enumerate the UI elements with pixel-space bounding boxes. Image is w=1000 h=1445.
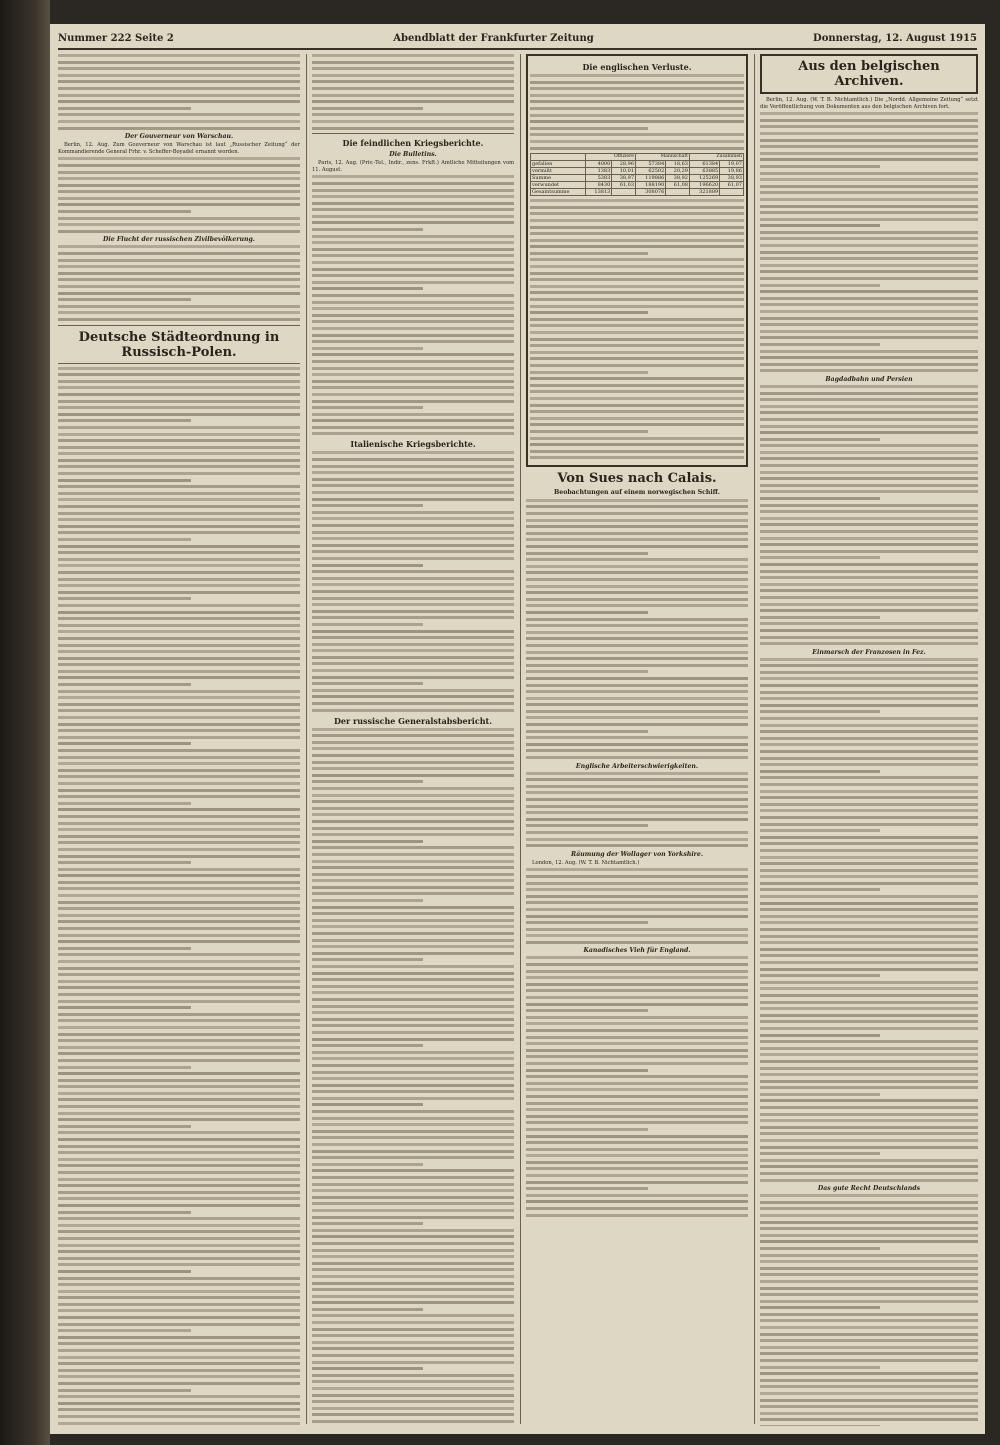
table-cell: 38,97 (612, 175, 636, 182)
table-cell: 38,93 (720, 175, 744, 182)
column-3 (526, 54, 748, 1426)
table-cell: 62502 (636, 168, 666, 175)
table-cell: 19,86 (720, 168, 744, 175)
body-text (760, 1194, 978, 1426)
table-cell: 1383 (586, 168, 612, 175)
headline-canadian-cattle: Kanadisches Vieh für England. (583, 947, 691, 955)
table-cell: 20,29 (666, 168, 690, 175)
table-row (531, 175, 744, 182)
masthead (58, 28, 977, 50)
headline-suez-calais: Von Sues nach Calais. (557, 470, 717, 486)
losses-table (530, 153, 744, 196)
body-text (58, 1158, 300, 1418)
headline-good-right: Das gute Recht Deutschlands (817, 1185, 921, 1193)
table-cell: 18,63 (666, 161, 690, 168)
table-cell (666, 189, 690, 196)
body-text (530, 199, 744, 459)
body-text (760, 112, 978, 372)
news-snippet: Berlin, 12. Aug. (W. T. B. Nichtamtlich.) Die „Nordd. Allgemeine Zeitung“ setzt die Veröffentlichung von Dokumenten aus den belgischen Archiven fort. (760, 97, 978, 110)
table-cell: 61384 (689, 161, 719, 168)
body-text (58, 367, 300, 627)
table-cell: 321889 (689, 189, 719, 196)
body-text (312, 728, 514, 988)
table-cell: 125269 (689, 175, 719, 182)
body-text (58, 245, 300, 321)
table-cell: 4000 (586, 161, 612, 168)
table-cell: 19,07 (720, 161, 744, 168)
headline-fez: Einmarsch der Franzosen in Fez. (812, 648, 926, 656)
column-rule (520, 54, 521, 1424)
headline-bulletins: Die Bulletins. (389, 151, 437, 159)
body-text (312, 175, 514, 435)
table-cell: 119886 (636, 175, 666, 182)
headline-italian-reports: Italienische Kriegsberichte. (350, 439, 476, 450)
table-cell: 28,96 (612, 161, 636, 168)
body-text (58, 630, 300, 890)
table-cell: Gesamtsumme (531, 189, 586, 196)
table-cell: vermißt (531, 168, 586, 175)
table-cell: 188190 (636, 182, 666, 189)
news-snippet: Paris, 12. Aug. (Priv.-Tel., Indir., zens. Frkft.) Amtliche Mitteilungen vom 11. August. (312, 160, 514, 173)
body-text (760, 385, 978, 645)
headline-governor: Der Gouverneur von Warschau. (124, 133, 234, 141)
body-text (526, 956, 748, 1216)
column-2 (312, 54, 514, 1426)
table-cell: gefallen (531, 161, 586, 168)
table-cell (612, 189, 636, 196)
body-text (530, 74, 744, 150)
body-text (58, 157, 300, 233)
table-cell: 13813 (586, 189, 612, 196)
table-cell: 57384 (636, 161, 666, 168)
table-cell: verwundet (531, 182, 586, 189)
body-text (312, 1255, 514, 1426)
book-binding-shadow (0, 0, 50, 1445)
table-cell (720, 189, 744, 196)
table-cell: 38,92 (666, 175, 690, 182)
body-text (58, 894, 300, 1154)
body-text (312, 991, 514, 1251)
table-cell: 5383 (586, 175, 612, 182)
table-header-cell (531, 154, 586, 161)
headline-city-ordinance: Deutsche Städteordnung in Russisch-Polen. (78, 329, 280, 360)
table-cell: 8430 (586, 182, 612, 189)
headline-bagdad: Bagdadbahn und Persien (825, 375, 913, 383)
issue-number: Nummer 222 Seite 2 (58, 32, 174, 44)
table-row (531, 182, 744, 189)
column-1 (58, 54, 300, 1426)
headline-belgian-archives: Aus den belgischen Archiven. (798, 59, 940, 89)
headline-workers: Englische Arbeiterschwierigkeiten. (575, 762, 699, 770)
body-text (58, 1422, 300, 1426)
body-text (760, 921, 978, 1181)
table-header-cell: Mannschaft (636, 154, 690, 161)
table-row (531, 189, 744, 196)
table-row (531, 168, 744, 175)
table-cell: 61,08 (666, 182, 690, 189)
archives-headline-box (760, 54, 978, 94)
table-cell: 61,07 (720, 182, 744, 189)
headline-enemy-reports: Die feindlichen Kriegsberichte. (342, 138, 484, 149)
newspaper-page (50, 24, 985, 1434)
column-rule (306, 54, 307, 1424)
headline-flight: Die Flucht der russischen Zivilbevölkerung. (103, 236, 255, 244)
table-cell: Summe (531, 175, 586, 182)
headline-russian-report: Der russische Generalstabsbericht. (333, 715, 493, 726)
body-text (58, 54, 300, 130)
body-text (526, 499, 748, 759)
losses-box (526, 54, 748, 467)
table-row (531, 161, 744, 168)
issue-date: Donnerstag, 12. August 1915 (813, 32, 977, 44)
body-text (760, 658, 978, 918)
table-header-cell: Zusammen (689, 154, 743, 161)
headline-english-losses: Die englischen Verluste. (582, 62, 692, 72)
table-cell: 63885 (689, 168, 719, 175)
table-header-cell: Offiziere (586, 154, 636, 161)
body-text (526, 772, 748, 848)
news-snippet: Berlin, 12. Aug. Zum Gouverneur von Warschau ist laut „Russischer Zeitung“ der Kommandierende General Frhr. v. Scheffer-Boyadel ernannt worden. (58, 142, 300, 155)
subheadline-norwegian-ship: Beobachtungen auf einem norwegischen Schiff. (554, 488, 720, 496)
table-cell: 10,01 (612, 168, 636, 175)
body-text (526, 868, 748, 944)
table-cell: 308076 (636, 189, 666, 196)
table-cell: 61,03 (612, 182, 636, 189)
headline-wool: Räumung der Wollager von Yorkshire. (570, 850, 704, 858)
news-snippet: London, 12. Aug. (W. T. B. Nichtamtlich.) (532, 859, 640, 866)
body-text (312, 54, 514, 130)
column-4 (760, 54, 978, 1426)
newspaper-title: Abendblatt der Frankfurter Zeitung (393, 32, 594, 44)
table-cell: 196620 (689, 182, 719, 189)
column-rule (754, 54, 755, 1424)
body-text (312, 451, 514, 711)
